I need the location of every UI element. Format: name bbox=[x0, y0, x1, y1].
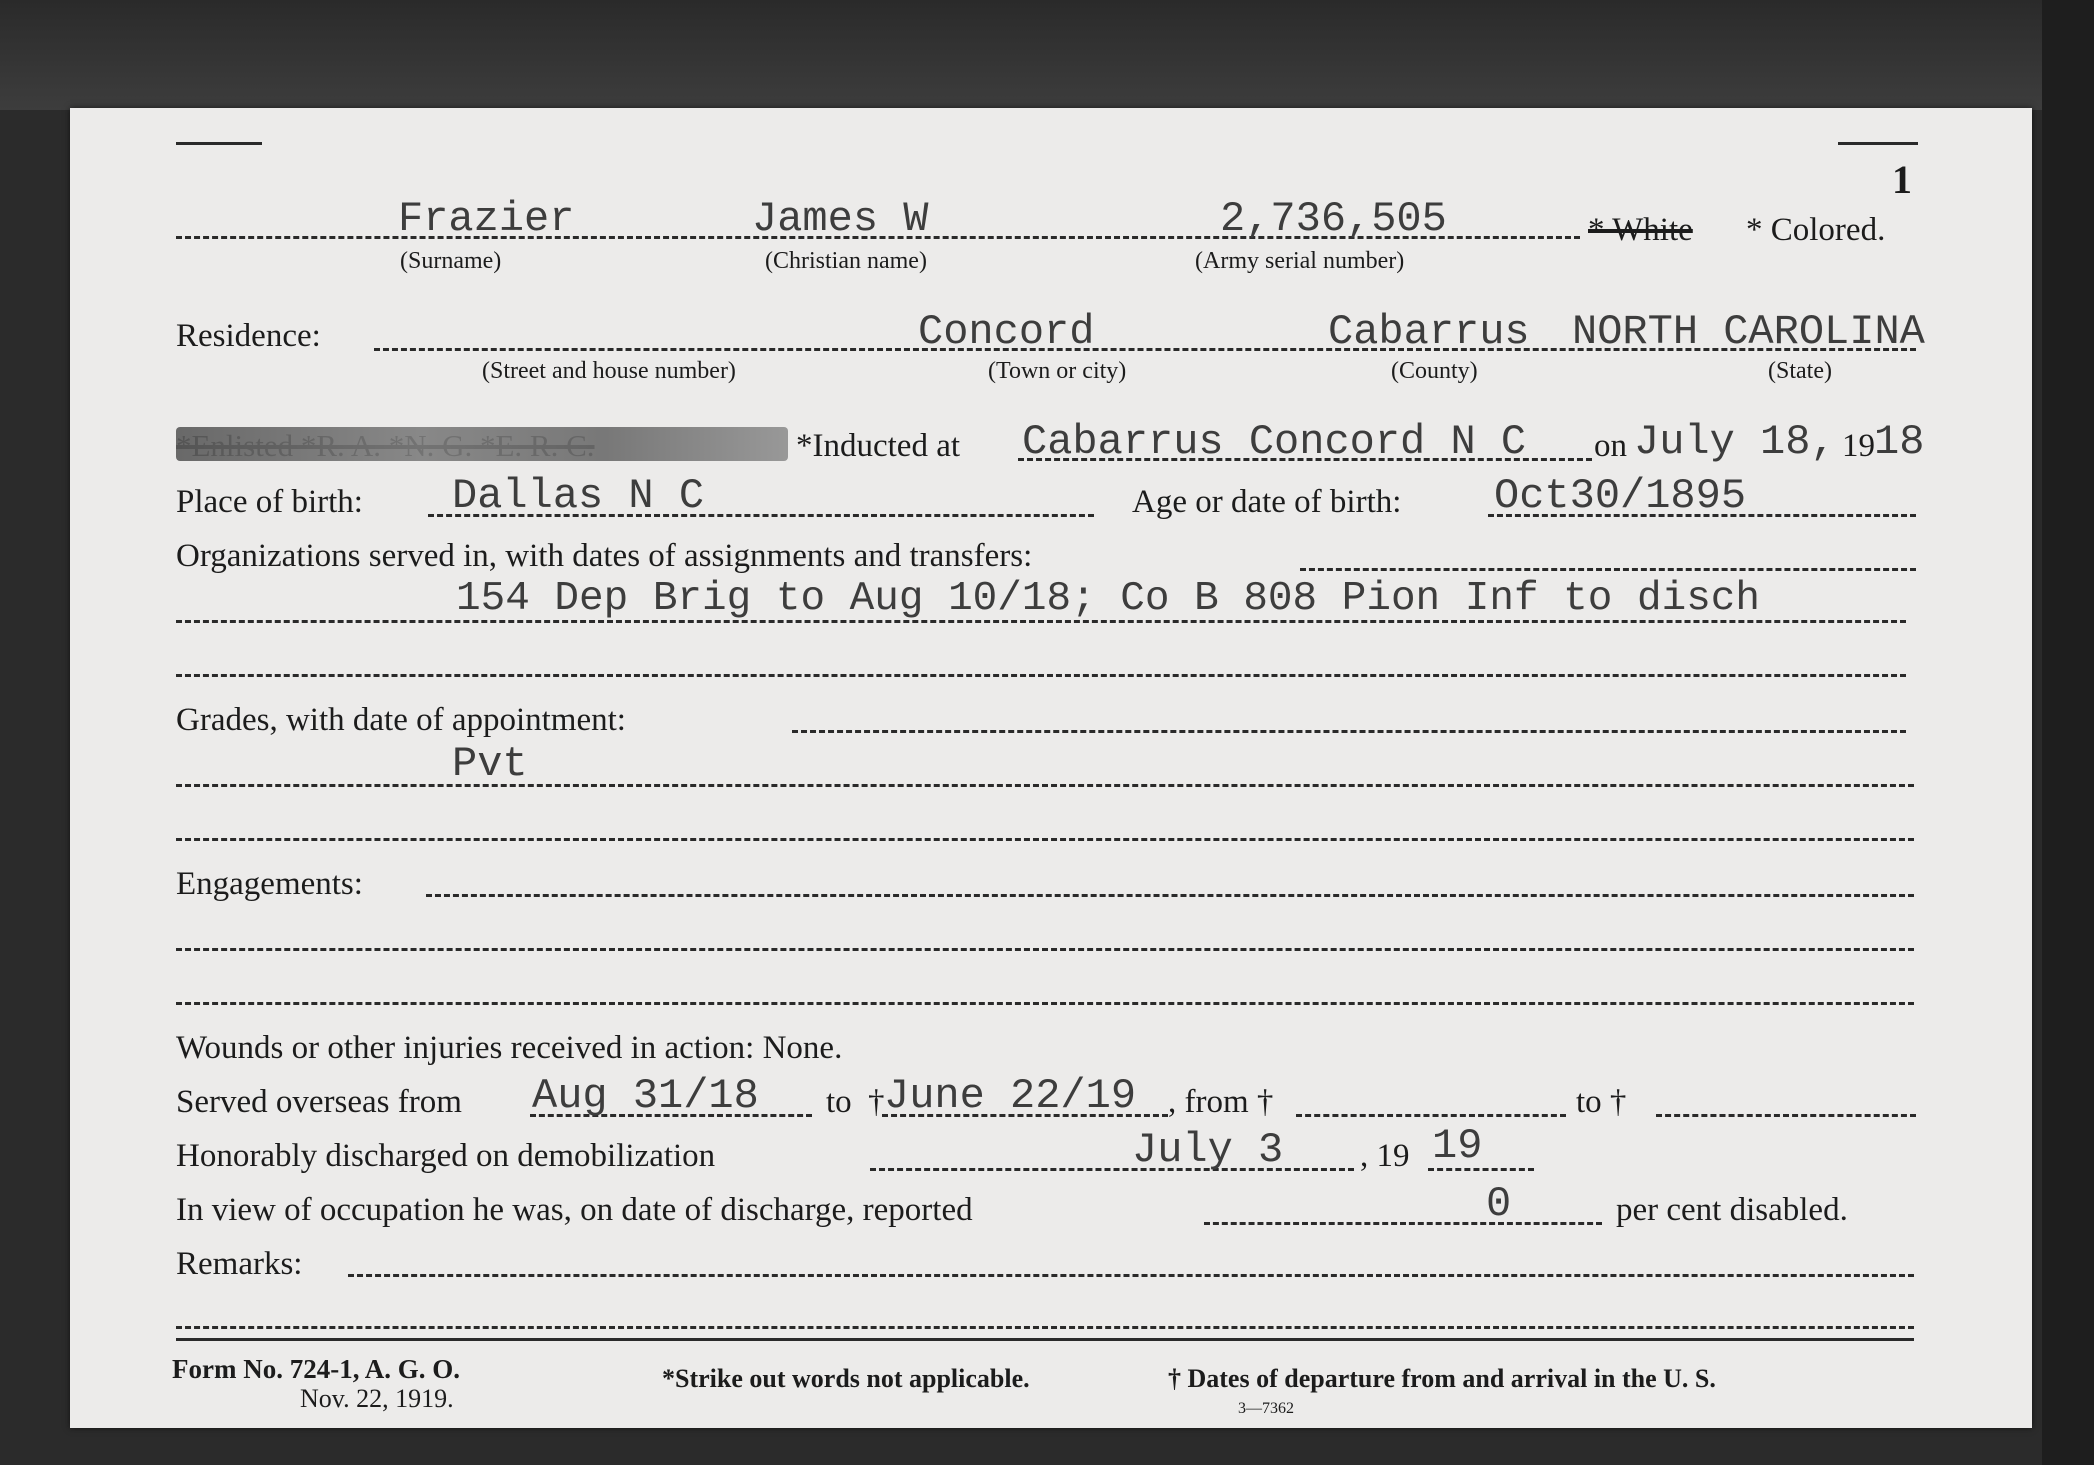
print-code: 3—7362 bbox=[1238, 1400, 1294, 1417]
form-date: Nov. 22, 1919. bbox=[300, 1384, 454, 1413]
occupation-label: In view of occupation he was, on date of discharge, reported bbox=[176, 1192, 973, 1228]
town-caption: (Town or city) bbox=[988, 358, 1127, 384]
grades-line-1 bbox=[792, 730, 1906, 733]
birth-date-label: Age or date of birth: bbox=[1132, 484, 1402, 520]
engagements-line-2 bbox=[176, 948, 1914, 951]
disabled-suffix: per cent disabled. bbox=[1616, 1192, 1848, 1228]
redaction-mark bbox=[176, 427, 788, 461]
footnote-dates: † Dates of departure from and arrival in the U. S. bbox=[1168, 1364, 1716, 1393]
disabled-line bbox=[1204, 1222, 1602, 1225]
remarks-line-2 bbox=[176, 1326, 1914, 1329]
second-to-line bbox=[1656, 1114, 1916, 1117]
served-to-value: June 22/19 bbox=[884, 1072, 1137, 1120]
county-caption: (County) bbox=[1391, 358, 1478, 384]
engagements-line-3 bbox=[176, 1002, 1914, 1005]
inducted-year-value: 18 bbox=[1874, 418, 1925, 466]
form-number: Form No. 724-1, A. G. O. bbox=[172, 1354, 460, 1384]
state-caption: (State) bbox=[1768, 358, 1832, 384]
disabled-value: 0 bbox=[1486, 1180, 1512, 1228]
served-overseas-label: Served overseas from bbox=[176, 1084, 462, 1120]
town-value: Concord bbox=[918, 308, 1095, 356]
card-number: 1 bbox=[1892, 157, 1912, 202]
discharged-label: Honorably discharged on demobilization bbox=[176, 1138, 716, 1174]
discharge-year-prefix: , 19 bbox=[1360, 1138, 1410, 1174]
discharge-date-value: July 3 bbox=[1132, 1126, 1284, 1174]
remarks-label: Remarks: bbox=[176, 1246, 303, 1282]
second-to-label: to † bbox=[1576, 1084, 1627, 1120]
organizations-line-3 bbox=[176, 674, 1906, 677]
colored-option: * Colored. bbox=[1746, 212, 1886, 248]
footer-divider bbox=[176, 1338, 1914, 1341]
engagements-line-1 bbox=[426, 894, 1914, 897]
grades-line-2 bbox=[176, 784, 1914, 787]
served-from-value: Aug 31/18 bbox=[532, 1072, 759, 1120]
serial-number-value: 2,736,505 bbox=[1220, 195, 1447, 243]
residence-label: Residence: bbox=[176, 318, 321, 354]
christian-name-caption: (Christian name) bbox=[765, 248, 927, 274]
street-caption: (Street and house number) bbox=[482, 358, 736, 384]
inducted-label: *Inducted at bbox=[796, 428, 961, 464]
served-to-dagger: † bbox=[868, 1084, 885, 1120]
organizations-line-1 bbox=[1300, 568, 1916, 571]
white-option: * White bbox=[1588, 212, 1693, 248]
second-from-line bbox=[1296, 1114, 1566, 1117]
organizations-value: 154 Dep Brig to Aug 10/18; Co B 808 Pion Inf to disch bbox=[456, 576, 1761, 622]
top-left-rule bbox=[176, 142, 262, 145]
surname-caption: (Surname) bbox=[400, 248, 502, 274]
scan-backdrop-edge bbox=[2042, 0, 2094, 1465]
top-right-rule bbox=[1838, 142, 1918, 145]
served-to-label: to bbox=[826, 1084, 852, 1120]
grades-label: Grades, with date of appointment: bbox=[176, 702, 626, 738]
serial-number-caption: (Army serial number) bbox=[1195, 248, 1405, 274]
state-value: NORTH CAROLINA bbox=[1572, 308, 1925, 356]
grades-value: Pvt bbox=[452, 740, 528, 788]
engagements-label: Engagements: bbox=[176, 866, 363, 902]
county-value: Cabarrus bbox=[1328, 308, 1530, 356]
wounds-label: Wounds or other injuries received in action: None. bbox=[176, 1030, 843, 1066]
discharge-year-value: 19 bbox=[1432, 1122, 1483, 1170]
surname-value: Frazier bbox=[398, 195, 575, 243]
grades-line-3 bbox=[176, 838, 1914, 841]
birth-date-value: Oct30/1895 bbox=[1494, 472, 1747, 520]
birth-place-label: Place of birth: bbox=[176, 484, 363, 520]
birth-place-value: Dallas N C bbox=[452, 472, 705, 520]
inducted-place-value: Cabarrus Concord N C bbox=[1022, 418, 1527, 466]
service-record-card bbox=[70, 108, 2032, 1428]
christian-name-value: James W bbox=[752, 195, 929, 243]
scan-backdrop bbox=[0, 0, 2094, 110]
organizations-label: Organizations served in, with dates of assignments and transfers: bbox=[176, 538, 1033, 574]
inducted-date-value: July 18, bbox=[1634, 418, 1836, 466]
inducted-year-prefix: 19 bbox=[1842, 428, 1875, 464]
on-label: on bbox=[1594, 428, 1627, 464]
discharge-year-line bbox=[1428, 1168, 1534, 1171]
footnote-strike-out: *Strike out words not applicable. bbox=[662, 1364, 1030, 1393]
remarks-line-1 bbox=[348, 1274, 1914, 1277]
second-from-label: , from † bbox=[1168, 1084, 1274, 1120]
